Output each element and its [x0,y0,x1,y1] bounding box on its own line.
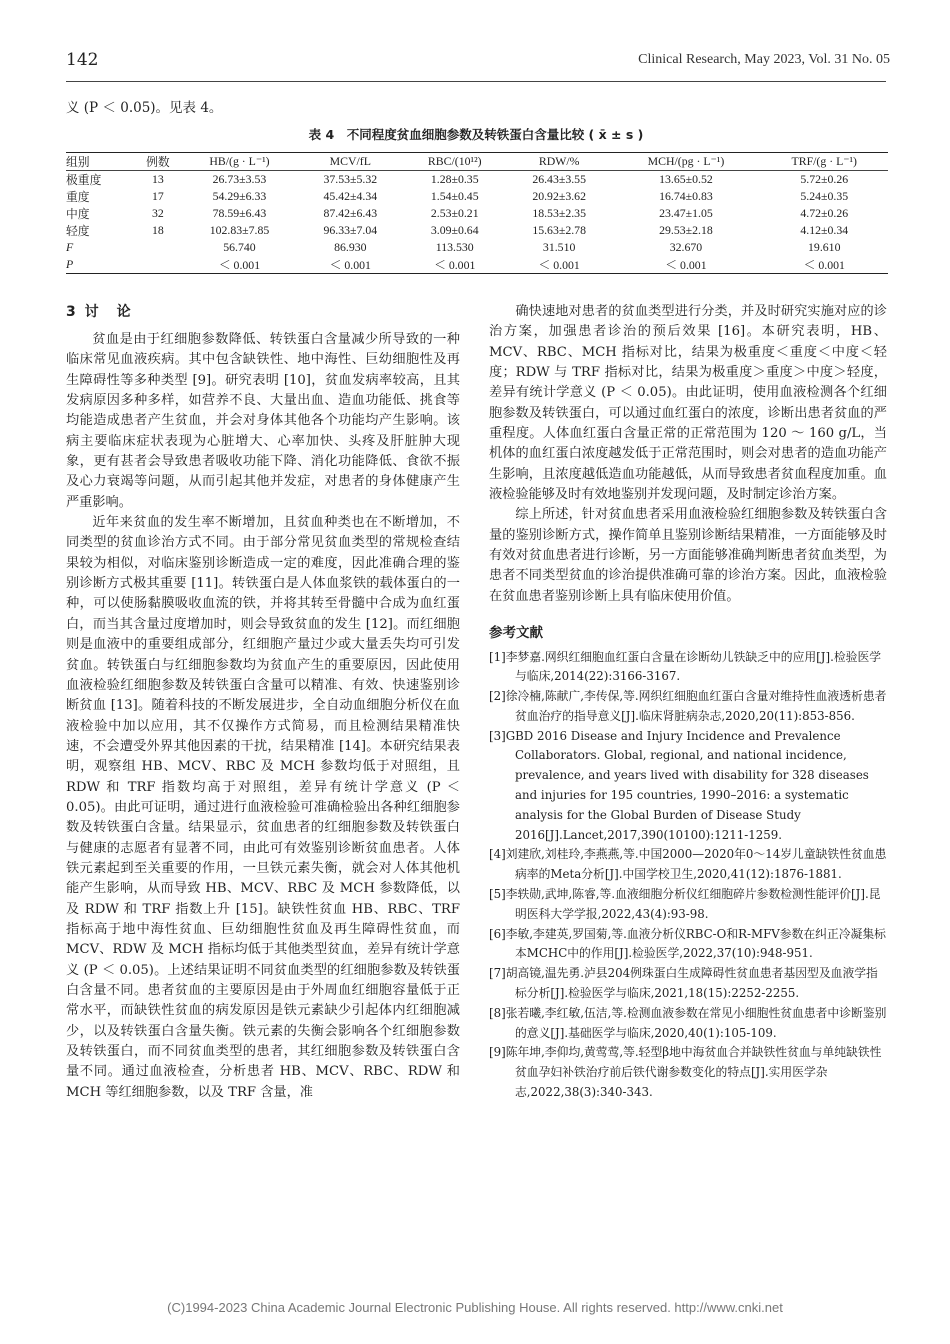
table-cell: 32.670 [669,240,703,254]
table-cell: 23.47±1.05 [659,206,713,220]
table-cell: 3.09±0.64 [430,223,479,237]
table-cell: 26.73±3.53 [212,172,267,186]
table-cell: ＜ 0.001 [298,256,402,274]
table-cell: 26.43±3.55 [532,172,586,186]
table-cell: 中度 [66,207,90,221]
table-header-cell: MCH/(pg · L⁻¹) [611,153,760,171]
table-header-row [66,153,888,171]
table-header-cell: 例数 [135,153,181,171]
table-cell: ＜ 0.001 [761,256,888,274]
intro-line: 义 (P ＜ 0.05)。见表 4。 [66,100,223,116]
table-row [66,222,888,239]
table-cell: 5.72±0.26 [800,172,849,186]
table-cell: 5.24±0.35 [800,189,849,203]
reference-item: [9]陈年坤,李仰均,黄莺莺,等.轻型β地中海贫血合并缺铁性贫血与单纯缺铁性贫血孕妇补铁治疗前后铁代谢参数变化的特点[J].实用医学杂志,2022,38(3):340-343. [489,1045,882,1100]
table-cell: 29.53±2.18 [659,223,713,237]
table-cell: 87.42±6.43 [323,206,378,220]
body-paragraph: 综上所述，针对贫血患者采用血液检验红细胞参数及转铁蛋白含量的鉴别诊断方式，操作简单且鉴别诊断结果精准，一方面能够及时有效对贫血患者进行诊断，另一方面能够准确判断患者贫血类型，为患者不同类型贫血的诊治提供准确可靠的诊治方案。因此，血液检验在贫血患者鉴别诊断上具有临床使用价值。 [489,507,887,604]
table-cell: ＜ 0.001 [181,256,298,274]
copyright-watermark: (C)1994-2023 China Academic Journal Electronic Publishing House. All rights reserved. http://www.cnki.net [167,1300,783,1315]
table-header-cell: RDW/% [507,153,611,171]
header-divider [66,81,886,82]
table-row [66,239,888,256]
right-paragraphs [489,302,887,607]
reference-item: [3]GBD 2016 Disease and Injury Incidence and Prevalence Collaborators. Global, regional, and national incidence, prevalence, and years lived with disability for 328 diseases and injuries for 195 countries, 1990–2016: a systematic analysis for the Global Burden of Disease Study 2016[J].Lancet,2017,390(10100):1211-1259. [489,728,869,842]
table-row [66,188,888,205]
table-row [66,171,888,189]
table-cell: 13 [151,172,164,186]
body-paragraph: 确快速地对患者的贫血类型进行分类，并及时研究实施对应的诊治方案，加强患者诊治的预后效果 [16]。本研究表明，HB、MCV、RBC、MCH 指标对比，结果为极重度＜重度＜中度＜轻度；RDW 与 TRF 指标对比，结果为极重度＞重度＞中度＞轻度，差异有统计学意义 (P ＜ 0.05)。由此证明，使用血液检测各个红细胞参数及转铁蛋白，可以通过血红蛋白的浓度，诊断出患者贫血的严重程度。人体血红蛋白含量正常的正常范围为 120 ～ 160 g/L，当机体的血红蛋白浓度越发低于正常范围时，则会对患者的造血功能产生影响，且浓度越低造血功能越低，从而导致患者贫血程度加重。血液检验能够及时有效地鉴别并发现问题，及时制定诊治方案。 [489,304,887,503]
table-header-cell: HB/(g · L⁻¹) [181,153,298,171]
table-cell: 45.42±4.34 [323,189,378,203]
table-cell: 37.53±5.32 [323,172,378,186]
reference-item: [7]胡高镜,温先勇.泸县204例珠蛋白生成障碍性贫血患者基因型及血液学指标分析[J].检验医学与临床,2021,18(15):2252-2255. [489,966,878,1001]
table-body [66,171,888,274]
table-header-cell: 组别 [66,153,135,171]
table-cell: ＜ 0.001 [611,256,760,274]
table-cell: 78.59±6.43 [212,206,267,220]
table-cell: 102.83±7.85 [209,223,270,237]
table-cell: 15.63±2.78 [532,223,586,237]
running-header: Clinical Research, May 2023, Vol. 31 No. 05 [638,52,890,67]
references-title: 参考文献 [489,625,543,642]
table-cell: 重度 [66,190,90,204]
table-cell: 113.530 [435,240,474,254]
table-cell: 4.72±0.26 [800,206,849,220]
table-cell: 18.53±2.35 [532,206,586,220]
table-cell: 1.28±0.35 [430,172,479,186]
table-cell [135,239,181,256]
left-column [66,302,460,1103]
table-cell: ＜ 0.001 [507,256,611,274]
reference-item: [6]李敏,李建英,罗国菊,等.血液分析仪RBC-O和R-MFV参数在纠正冷凝集标本MCHC中的作用[J].检验医学,2022,37(10):948-951. [489,926,886,961]
table-header-cell: RBC/(10¹²) [403,153,507,171]
reference-item: [8]张若曦,李红敏,伍洁,等.检测血液参数在常见小细胞性贫血患者中诊断鉴别的意义[J].基础医学与临床,2020,40(1):105-109. [489,1005,887,1040]
reference-item: [1]李梦嘉.网织红细胞血红蛋白含量在诊断幼儿铁缺乏中的应用[J].检验医学与临床,2014(22):3166-3167. [489,649,882,684]
table-cell: 32 [151,206,164,220]
table-cell: 96.33±7.04 [323,223,378,237]
reference-item: [5]李轶勋,武坤,陈睿,等.血液细胞分析仪红细胞碎片参数检测性能评价[J].昆明医科大学学报,2022,43(4):93-98. [489,887,881,921]
table-cell: 54.29±6.33 [212,189,267,203]
table-cell: 18 [151,223,164,237]
reference-item: [2]徐冷楠,陈献广,李传保,等.网织红细胞血红蛋白含量对维持性血液透析患者贫血治疗的指导意义[J].临床肾脏病杂志,2020,20(11):853-856. [489,689,887,723]
table-header-cell: MCV/fL [298,153,402,171]
table-cell: 13.65±0.52 [659,172,713,186]
table-cell: 16.74±0.83 [659,189,713,203]
table-cell: 86.930 [334,240,367,254]
table-caption: 表 4 不同程度贫血细胞参数及转铁蛋白含量比较 ( x̄ ± s ) [308,127,644,142]
table-cell: 1.54±0.45 [430,189,479,203]
table-cell: P [66,256,135,274]
table-cell: 31.510 [542,240,576,254]
page-number: 142 [66,50,99,70]
table-cell [135,256,181,274]
table-cell: F [66,240,74,254]
table-row [66,256,888,274]
table-cell: 2.53±0.21 [430,206,479,220]
table-cell: 4.12±0.34 [800,223,849,237]
table-cell: 20.92±3.62 [532,189,586,203]
table-cell: 17 [151,189,164,203]
table-row [66,205,888,222]
reference-list [489,648,887,1103]
body-paragraph: 近年来贫血的发生率不断增加，且贫血种类也在不断增加，不同类型的贫血诊治方式不同。由于部分常见贫血类型的常规检查结果较为相似，对临床鉴别诊断造成一定的难度，因此准确合理的鉴别诊断方式极其重要 [11]。转铁蛋白是人体血浆铁的载体蛋白的一种，可以使肠黏膜吸收血流的铁，并将其转至骨髓中合成为血红蛋白，而当其含量过度增加时，则会导致贫血的发生 [12]。而红细胞则是血液中的重要组成部分，红细胞产量过少或大量丢失均可引发贫血。转铁蛋白与红细胞参数均为贫血产生的重要原因，因此使用血液检验红细胞参数及转铁蛋白含量可以精准、有效、快速鉴别诊断贫血 [13]。随着科技的不断发展进步，全自动血细胞分析仪在血液检验中加以应用，其不仅操作方式简易，而且检测结果精准快速，不会遭受外界其他因素的干扰，结果精准 [14]。本研究结果表明，观察组 HB、MCV、RBC 及 MCH 参数均低于对照组，且 RDW 和 TRF 指数均高于对照组，差异有统计学意义 (P ＜ 0.05)。由此可证明，通过进行血液检验可准确检验出各种红细胞参数及转铁蛋白含量。结果显示，贫血患者的红细胞参数及转铁蛋白与健康的志愿者有显著不同，由此可有效鉴别诊断贫血患者。人体铁元素起到至关重要的作用，一旦铁元素失衡，就会对人体其他机能产生影响，从而导致 HB、MCV、RBC 及 MCH 参数降低，以及 RDW 和 TRF 指数上升 [15]。缺铁性贫血 HB、RBC、TRF 指标高于地中海性贫血、巨幼细胞性贫血及再生障碍性贫血，而 MCV、RDW 及 MCH 指标均低于其他类型贫血，差异有统计学意义 (P ＜ 0.05)。上述结果证明不同贫血类型的红细胞参数及转铁蛋白含量不同。患者贫血的主要原因是由于外周血红细胞容量低于正常水平，而缺铁性贫血的病发原因是铁元素缺少引起体内红细胞减少，以及转铁蛋白含量失衡。铁元素的失衡会影响各个红细胞参数及转铁蛋白，而不同贫血类型的患者，其红细胞参数及转铁蛋白含量不同。通过血液检查，分析患者 HB、MCV、RBC、RDW 和 MCH 等红细胞参数，以及 TRF 含量，准 [66,515,460,1100]
left-paragraphs [66,330,460,1103]
table-cell: 56.740 [223,240,256,254]
table-cell: 19.610 [808,240,841,254]
table-header-cell: TRF/(g · L⁻¹) [761,153,888,171]
table-cell: 极重度 [66,173,102,187]
section-title: 3 讨 论 [66,304,133,320]
table-cell: ＜ 0.001 [403,256,507,274]
comparison-table [66,152,888,274]
reference-item: [4]刘建欣,刘桂玲,李燕燕,等.中国2000—2020年0～14岁儿童缺铁性贫血患病率的Meta分析[J].中国学校卫生,2020,41(12):1876-1881. [489,847,887,882]
body-paragraph: 贫血是由于红细胞参数降低、转铁蛋白含量减少所导致的一种临床常见血液疾病。其中包含缺铁性、地中海性、巨幼细胞性及再生障碍性等多种类型 [9]。研究表明 [10]，贫血发病率较高，且其发病原因多种多样，如营养不良、大量出血、造血功能低、挑食等均能造成患者产生贫血，并会对身体其他各个功能均产生影响。该病主要临床症状表现为心脏增大、心率加快、头疼及肝脏肿大现象，更有甚者会导致患者吸收功能下降、消化功能降低、食欲不振及心力衰竭等问题，从而引起其他并发症，对患者的身体健康产生严重影响。 [66,332,460,510]
table-cell: 轻度 [66,224,90,238]
right-column [489,302,887,1103]
